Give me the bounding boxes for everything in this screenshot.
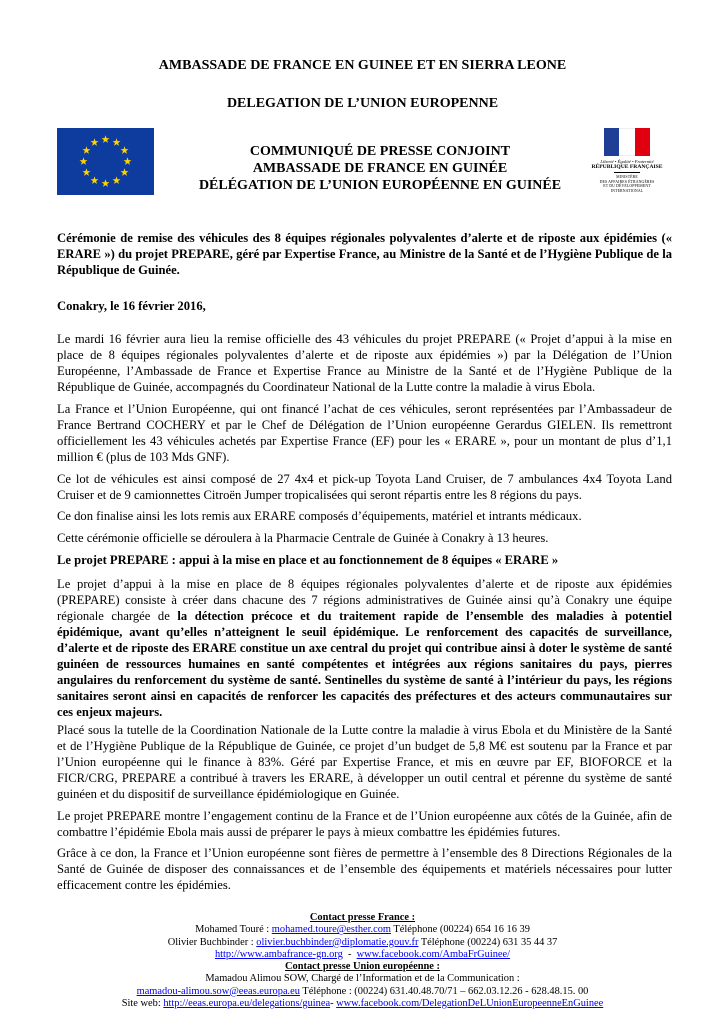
paragraph-3: Ce lot de véhicules est ainsi composé de 27 4x4 et pick-up Toyota Land Cruiser, de 7 ambulances 4x4 Toyota Land Cruiser et de 9 camionnettes Citroën Jumper tropicalisées qui seront répartis entre les 8 régions du pays. xyxy=(57,472,672,502)
eu-star xyxy=(102,179,110,187)
link-separator: - xyxy=(342,948,357,960)
paragraph-7: Placé sous la tutelle de la Coordination Nationale de la Lutte contre la maladie à virus Ebola et du Ministère de la Santé et de l’Hygiène Publique de la République de Guinée, ce projet d’un budget de 5,8 M€ est soutenu par la France et par l’Union européenne qui le finance à 83%. Géré par Expertise France, et mis en œuvre par EF, BIOFORCE et la FICR/CRG, PREPARE a contribué à travers les ERARE, à développer un outil central et pérenne du système de santé guinéen et du dispositif de surveillance épidémiologique en Guinée. xyxy=(57,723,672,801)
email-link[interactable]: mohamed.toure@esther.com xyxy=(271,924,392,936)
eu-star xyxy=(113,176,121,184)
email-link[interactable]: mamadou-alimou.sow@eeas.europa.eu xyxy=(136,985,300,997)
rf-motto: Liberté • Égalité • Fraternité xyxy=(600,159,654,164)
contact-name: Olivier Buchbinder : xyxy=(167,936,257,948)
eu-star xyxy=(82,168,90,176)
republique-francaise-logo xyxy=(586,128,668,210)
link-separator: - xyxy=(330,998,337,1010)
contact-phone: Téléphone (00224) 654 16 16 39 xyxy=(391,924,530,936)
eu-star xyxy=(124,157,132,165)
eu-star xyxy=(91,138,99,146)
contact-phone: Téléphone : (00224) 631.40.48.70/71 – 662.03.12.26 - 628.48.15. 00 xyxy=(299,985,589,997)
contact-name: Mohamed Touré : xyxy=(195,924,272,936)
eu-star xyxy=(91,176,99,184)
communique-line-1: COMMUNIQUÉ DE PRESSE CONJOINT xyxy=(249,144,511,159)
eu-links xyxy=(0,998,725,1010)
france-contact-1 xyxy=(0,924,725,936)
section-heading: Le projet PREPARE : appui à la mise en place et au fonctionnement de 8 équipes « ERARE » xyxy=(57,553,559,567)
france-links xyxy=(0,949,725,961)
france-contact-label: Contact presse France : xyxy=(309,912,416,923)
communique-line-2: AMBASSADE DE FRANCE EN GUINÉE xyxy=(252,161,508,176)
rf-ministry-1: MINISTÈRE xyxy=(616,175,638,179)
site-label: Site web: xyxy=(121,998,164,1010)
eu-star xyxy=(113,138,121,146)
paragraph-2: La France et l’Union Européenne, qui ont financé l’achat de ces véhicules, seront représentées par l’Ambassadeur de France Bertrand COCHERY et par le Chef de Délégation de l’Union européenne Gerardus GIELEN. Ils remettront officiellement les 43 véhicules achetés par Expertise France (EF) pour les « ERARE », pour un montant de plus d’1,1 million € (plus de 103 Mds GNF). xyxy=(57,402,672,464)
delegation-website-link[interactable]: http://eeas.europa.eu/delegations/guinea xyxy=(163,998,331,1010)
eu-star xyxy=(121,146,129,154)
delegation-facebook-link[interactable]: www.facebook.com/DelegationDeLUnionEuropeenneEnGuinee xyxy=(336,998,604,1010)
dateline: Conakry, le 16 février 2016, xyxy=(57,299,206,313)
intro-paragraph: Cérémonie de remise des véhicules des 8 équipes régionales polyvalentes d’alerte et de riposte aux épidémies (« ERARE ») du projet PREPARE, géré par Expertise France, au Ministre de la Santé et de l’Hygiène Publique de la République de Guinée. xyxy=(57,231,672,277)
paragraph-6-bold: la détection précoce et du traitement rapide de l’ensemble des maladies à potentiel épidémique, avant qu’elles n’atteignent le seuil épidémique. Le renforcement des capacités de surveillance, d’alerte et de riposte des ERARE constitue un axe central du projet qui contribue ainsi à doter le système de santé guinéen de ressources humaines en santé compétentes et intégrées aux régions sanitaires du pays, pierres angulaires du renforcement du système de santé. Sentinelles du système de santé à l’intérieur du pays, les régions sanitaires seront ainsi en capacités de renforcer les capacités des préfectures et des acteurs communautaires sur ces enjeux majeurs. xyxy=(57,609,672,719)
eu-star xyxy=(82,146,90,154)
paragraph-5: Cette cérémonie officielle se déroulera à la Pharmacie Centrale de Guinée à Conakry à 13 heures. xyxy=(57,531,549,545)
rf-ministry-3: ET DU DÉVELOPPEMENT xyxy=(603,184,651,189)
contact-phone: Téléphone (00224) 631 35 44 37 xyxy=(418,936,558,948)
paragraph-1: Le mardi 16 février aura lieu la remise officielle des 43 véhicules du projet PREPARE (« Projet d’appui à la mise en place de 8 équipes régionales polyvalentes d’alerte et de riposte aux épidémies ») par la Délégation de l’Union Européenne, l’Ambassade de France et Expertise France au Ministre de la Santé et de l’Hygiène Publique de la République de Guinée, accompagnés du Coordinateur National de la Lutte contre la maladie à virus Ebola. xyxy=(57,332,672,394)
email-link[interactable]: olivier.buchbinder@diplomatie.gouv.fr xyxy=(256,936,419,948)
eu-star xyxy=(102,135,110,143)
eu-flag-icon xyxy=(57,128,154,195)
rf-ministry-2: DES AFFAIRES ÉTRANGÈRES xyxy=(599,179,655,184)
marianne-flag-icon xyxy=(604,128,650,156)
rf-name: RÉPUBLIQUE FRANÇAISE xyxy=(591,164,663,170)
embassy-facebook-link[interactable]: www.facebook.com/AmbaFrGuinee/ xyxy=(356,948,511,960)
paragraph-6-plain: Le projet d’appui à la mise en place de 8 équipes régionales polyvalentes d’alerte et de riposte aux épidémies (PREPARE) consiste à créer dans chacune des 7 régions administratives de Guinée ainsi qu’à Conakry une équipe régionale chargée de xyxy=(57,577,672,623)
paragraph-9: Grâce à ce don, la France et l’Union européenne sont fières de permettre à l’ensemble des 8 Directions Régionales de la Santé de Guinée de disposer des connaissances et de l’ensemble des équipements et matériels nécessaires pour lutter efficacement contre les épidémies. xyxy=(57,846,672,892)
communique-title xyxy=(170,143,590,194)
rf-divider xyxy=(614,172,640,173)
contacts-footer xyxy=(0,912,725,1010)
france-contact-2 xyxy=(0,937,725,949)
eu-contact-label: Contact presse Union européenne : xyxy=(285,961,440,973)
eu-star xyxy=(80,157,88,165)
rf-ministry-4: INTERNATIONAL xyxy=(610,188,644,193)
delegation-heading: DELEGATION DE L’UNION EUROPENNE xyxy=(226,96,499,111)
paragraph-6 xyxy=(57,576,672,720)
eu-contact-1: Mamadou Alimou SOW, Chargé de l’Information et de la Communication : xyxy=(205,973,520,985)
eu-star xyxy=(121,168,129,176)
embassy-heading: AMBASSADE DE FRANCE EN GUINEE ET EN SIERRA LEONE xyxy=(158,58,567,73)
paragraph-4: Ce don finalise ainsi les lots remis aux ERARE composés d’équipements, matériel et intrants médicaux. xyxy=(57,509,582,523)
eu-contact-2 xyxy=(0,986,725,998)
paragraph-8: Le projet PREPARE montre l’engagement continu de la France et de l’Union européenne aux côtés de la Guinée, afin de combattre l’épidémie Ebola mais aussi de préparer le pays à mieux combattre les épidémies futures. xyxy=(57,809,672,839)
embassy-website-link[interactable]: http://www.ambafrance-gn.org xyxy=(214,948,343,960)
communique-line-3: DÉLÉGATION DE L’UNION EUROPÉENNE EN GUINÉE xyxy=(198,178,562,193)
